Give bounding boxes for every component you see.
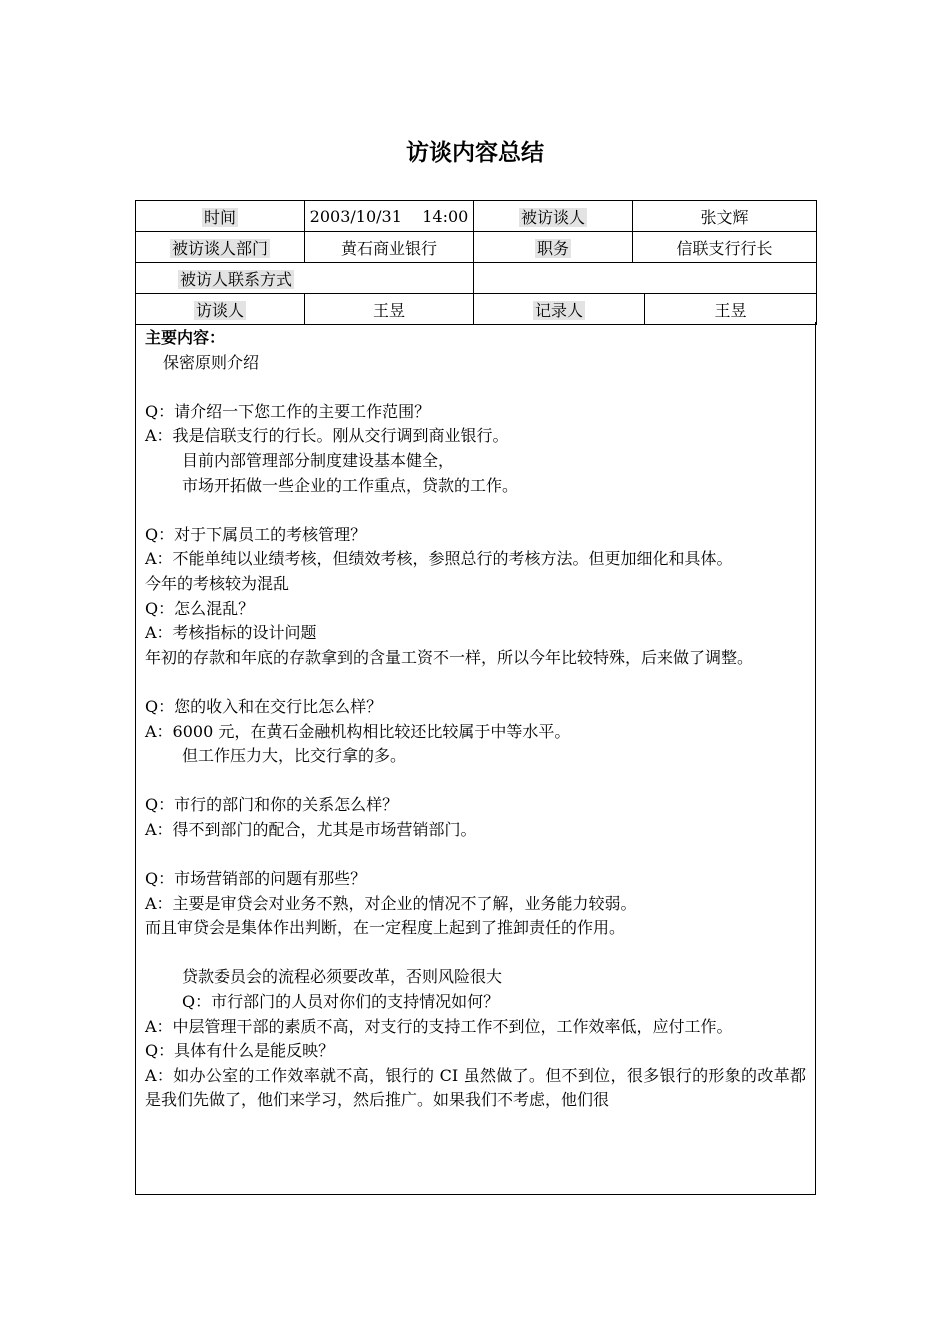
content-line bbox=[145, 842, 806, 867]
dept-value: 黄石商业银行 bbox=[305, 232, 474, 263]
dept-label-cell bbox=[136, 232, 305, 263]
recorder-label: 记录人 bbox=[534, 300, 583, 320]
recorder-label-cell bbox=[474, 294, 645, 325]
content-line: A：不能单纯以业绩考核，但绩效考核，参照总行的考核方法。但更加细化和具体。 bbox=[145, 549, 733, 569]
content-line: Q：怎么混乱？ bbox=[145, 598, 255, 618]
interviewer-label-cell bbox=[136, 294, 305, 325]
recorder-value: 王昱 bbox=[645, 294, 817, 325]
content-line: Q：具体有什么是能反映？ bbox=[145, 1041, 335, 1061]
content-line: 但工作压力大，比交行拿的多。 bbox=[182, 746, 407, 766]
content-line bbox=[145, 941, 806, 966]
info-table bbox=[135, 200, 817, 325]
interviewer-label: 访谈人 bbox=[195, 300, 244, 320]
content-line: A：6000 元，在黄石金融机构相比较还比较属于中等水平。 bbox=[145, 721, 571, 741]
content-line: 贷款委员会的流程必须要改革，否则风险很大 bbox=[182, 967, 503, 987]
contact-label: 被访人联系方式 bbox=[180, 269, 293, 289]
dept-label: 被访谈人部门 bbox=[171, 238, 268, 258]
content-line bbox=[145, 375, 806, 400]
content-line: Q：对于下属员工的考核管理？ bbox=[145, 524, 367, 544]
position-label-cell bbox=[474, 232, 633, 263]
content-line: Q：市行部门的人员对你们的支持情况如何？ bbox=[182, 992, 500, 1012]
content-line: A：中层管理干部的素质不高，对支行的支持工作不到位，工作效率低，应付工作。 bbox=[145, 1016, 733, 1036]
position-value: 信联支行行长 bbox=[633, 232, 817, 263]
time-value: 2003/10/31 14:00 bbox=[305, 201, 474, 232]
main-content bbox=[135, 322, 816, 1195]
contact-value bbox=[474, 263, 817, 294]
content-line: 今年的考核较为混乱 bbox=[145, 573, 290, 593]
table-row bbox=[136, 263, 817, 294]
content-line: A：考核指标的设计问题 bbox=[145, 623, 317, 643]
time-label: 时间 bbox=[203, 207, 236, 227]
content-line: Q：市行的部门和你的关系怎么样？ bbox=[145, 795, 399, 815]
table-row bbox=[136, 294, 817, 325]
interviewee-label: 被访谈人 bbox=[520, 207, 585, 227]
content-line: A：主要是审贷会对业务不熟，对企业的情况不了解，业务能力较弱。 bbox=[145, 893, 637, 913]
interviewee-value: 张文辉 bbox=[633, 201, 817, 232]
interviewer-value: 王昱 bbox=[305, 294, 474, 325]
content-line: 而且审贷会是集体作出判断，在一定程度上起到了推卸责任的作用。 bbox=[145, 918, 626, 938]
content-line bbox=[145, 769, 806, 794]
content-line: A：得不到部门的配合，尤其是市场营销部门。 bbox=[145, 819, 477, 839]
contact-label-cell bbox=[136, 263, 474, 294]
content-line: 保密原则介绍 bbox=[163, 352, 260, 372]
time-label-cell bbox=[136, 201, 305, 232]
content-heading: 主要内容： bbox=[145, 328, 226, 347]
content-line: Q：您的收入和在交行比怎么样？ bbox=[145, 696, 383, 716]
interviewee-label-cell bbox=[474, 201, 633, 232]
content-line: Q：市场营销部的问题有那些？ bbox=[145, 869, 367, 889]
content-line: 目前内部管理部分制度建设基本健全， bbox=[182, 450, 455, 470]
page-title: 访谈内容总结 bbox=[406, 140, 544, 166]
table-row bbox=[136, 232, 817, 263]
content-line: A：如办公室的工作效率就不高，银行的 CI 虽然做了。但不到位，很多银行的形象的改革都是我们先做了，他们来学习，然后推广。如果我们不考虑，他们很 bbox=[145, 1065, 806, 1110]
content-line: 年初的存款和年底的存款拿到的含量工资不一样，所以今年比较特殊，后来做了调整。 bbox=[145, 647, 754, 667]
content-line bbox=[145, 498, 806, 523]
table-row bbox=[136, 201, 817, 232]
content-line bbox=[145, 670, 806, 695]
content-line: A：我是信联支行的行长。刚从交行调到商业银行。 bbox=[145, 426, 509, 446]
content-line: Q：请介绍一下您工作的主要工作范围？ bbox=[145, 401, 431, 421]
content-line: 市场开拓做一些企业的工作重点，贷款的工作。 bbox=[182, 475, 519, 495]
position-label: 职务 bbox=[536, 238, 569, 258]
